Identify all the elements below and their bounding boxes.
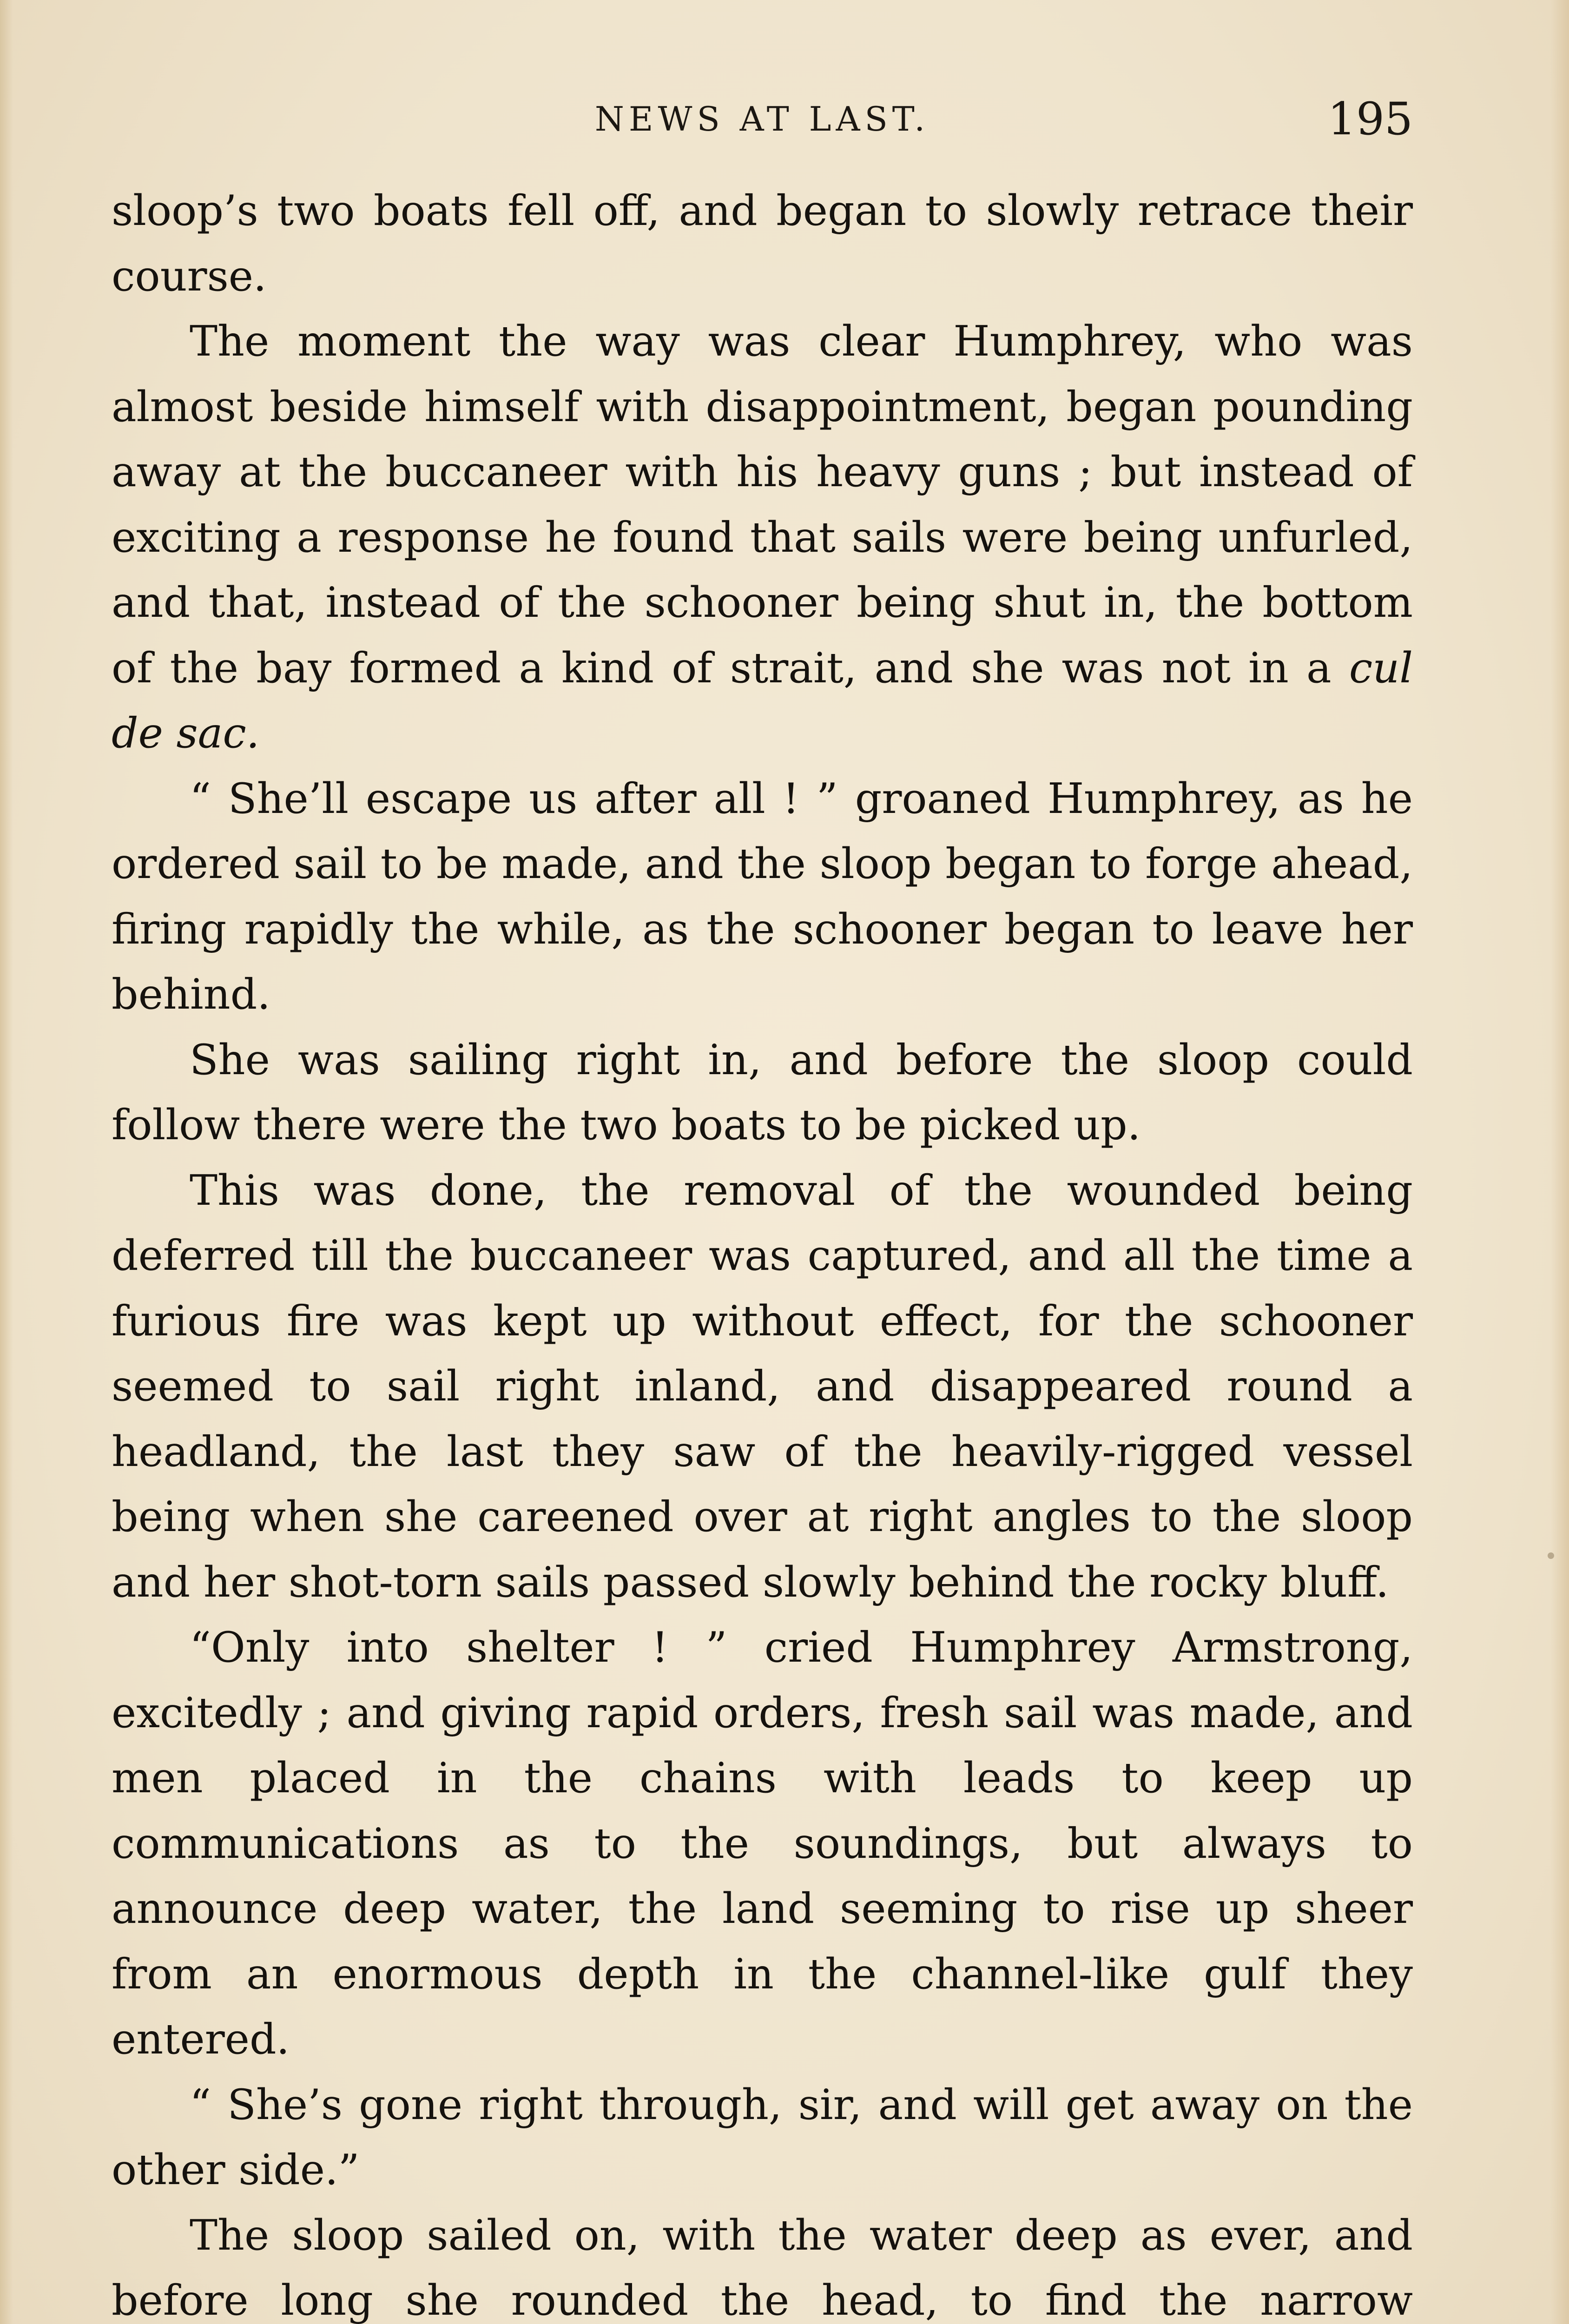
paragraph xyxy=(112,2073,1413,2203)
page-edge-left xyxy=(0,0,13,2324)
paragraph-text: “Only into shelter ! ” cried Humphrey Armstrong, excitedly ; and giving rapid orders, fresh sail was made, and men placed in the chains with leads to keep up communications as to the soundings, but always to announce deep water, the land seeming to rise up sheer from an enormous depth in the channel-like gulf they entered. xyxy=(112,1623,1413,2064)
page-edge-right xyxy=(1550,0,1569,2324)
paragraph xyxy=(112,2203,1413,2324)
paragraph-text: This was done, the removal of the wounded being deferred till the buccaneer was captured, and all the time a furious fire was kept up without effect, for the schooner seemed to sail right inland, and disappeared round a headland, the last they saw of the heavily-rigged vessel being when she careened over at right angles to the sloop and her shot-torn sails passed slowly behind the rocky bluff. xyxy=(112,1166,1413,1607)
paragraph-text: “ She’ll escape us after all ! ” groaned Humphrey, as he ordered sail to be made, and the sloop began to forge ahead, firing rapidly the while, as the schooner began to leave her behind. xyxy=(112,774,1413,1019)
body-text xyxy=(112,178,1413,2324)
paragraph xyxy=(112,1158,1413,1616)
paragraph xyxy=(112,309,1413,766)
paper-speck xyxy=(1548,1552,1554,1559)
paragraph xyxy=(112,766,1413,1028)
paragraph-text: The moment the way was clear Humphrey, who was almost beside himself with disappointment, began pounding away at the buccaneer with his heavy guns ; but instead of exciting a response he found that sails were being unfurled, and that, instead of the schooner being shut in, the bottom of the bay formed a kind of strait, and she was not in a xyxy=(112,317,1413,693)
paragraph-text: The sloop sailed on, with the water deep as ever, and before long she rounded the head, to find the narrow xyxy=(112,2211,1413,2324)
page-number: 195 xyxy=(1327,93,1413,145)
paragraph-text: sloop’s two boats fell off, and began to slowly retrace their course. xyxy=(112,186,1413,301)
italic-phrase: cul de sac. xyxy=(112,643,1413,758)
paragraph-text: She was sailing right in, and before the sloop could follow there were the two boats to be picked up. xyxy=(112,1035,1413,1149)
paragraph xyxy=(112,1028,1413,1158)
running-head: NEWS AT LAST. xyxy=(594,99,930,139)
paragraph xyxy=(112,178,1413,309)
paragraph xyxy=(112,1615,1413,2073)
paragraph-text: “ She’s gone right through, sir, and will get away on the other side.” xyxy=(112,2080,1413,2194)
page-header xyxy=(112,93,1413,144)
